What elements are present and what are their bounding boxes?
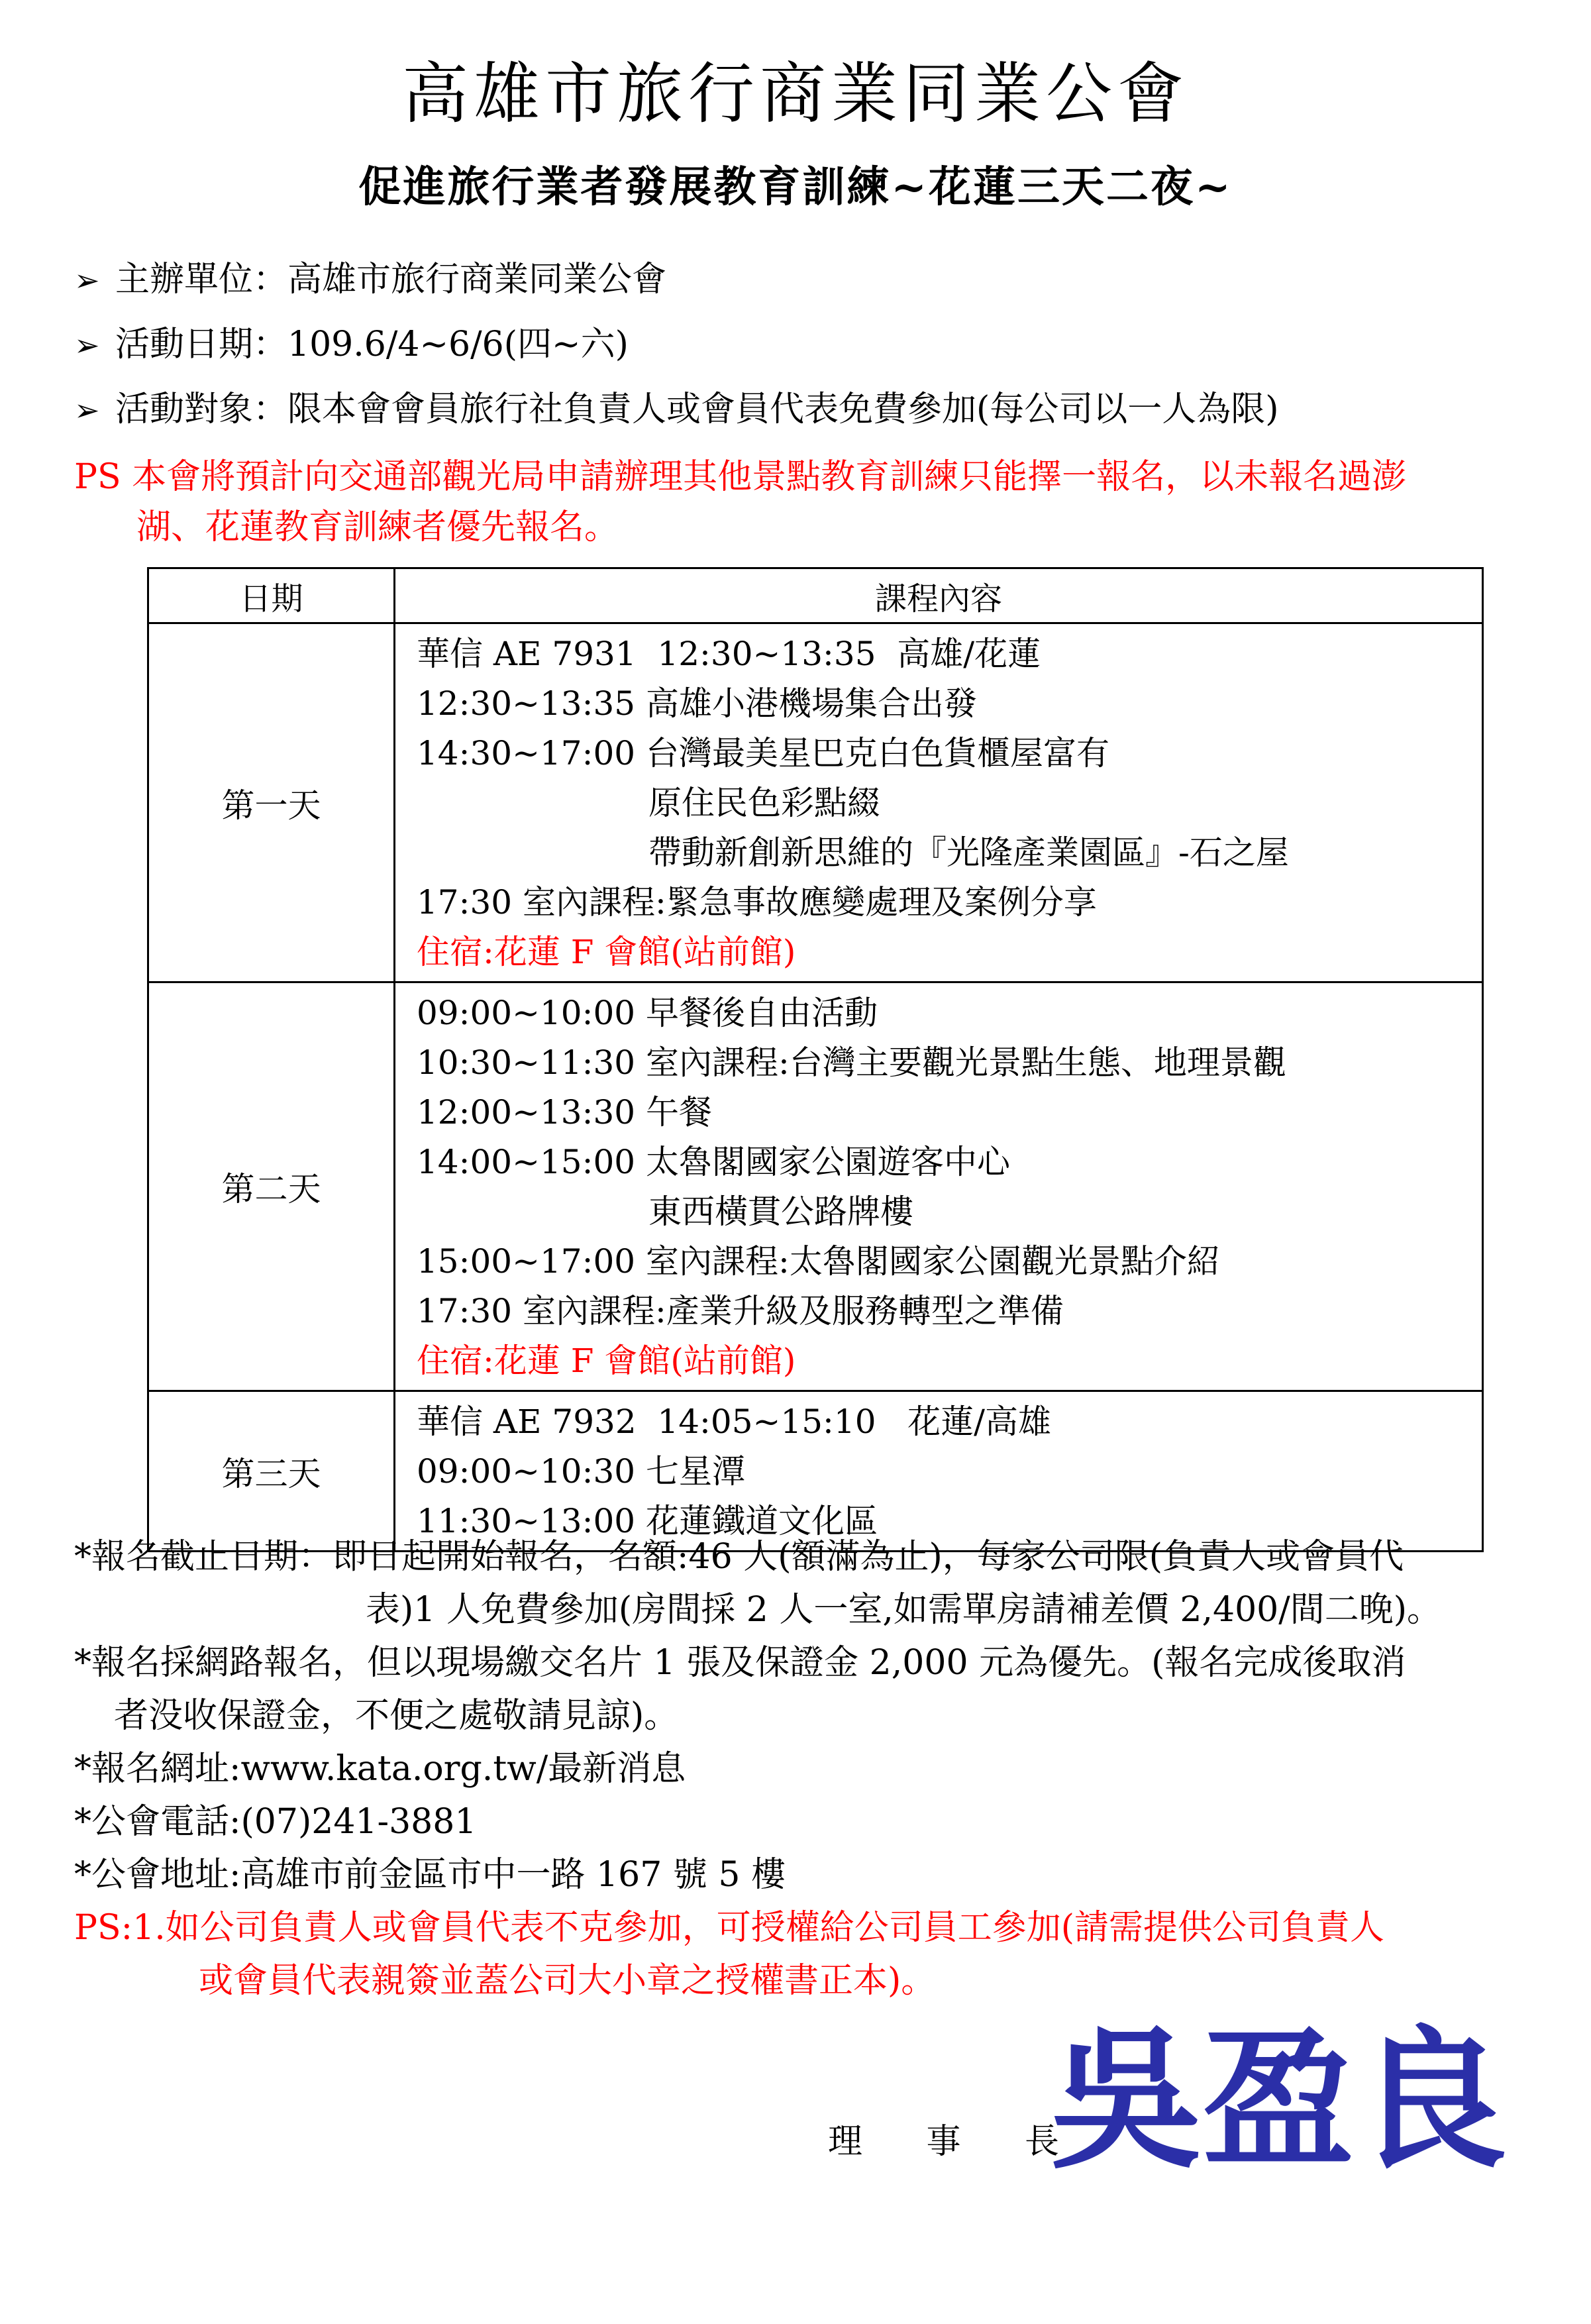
header-content: 課程內容 bbox=[395, 568, 1483, 623]
chairman-label: 理 事 長 bbox=[828, 2122, 1086, 2162]
arrow-bullet-icon: ➢ bbox=[74, 262, 100, 298]
note-deadline-cont: 表)1 人免費參加(房間採 2 人一室,如需單房請補差價 2,400/間二晚)。 bbox=[366, 1590, 1442, 1630]
priority-note-line-1: PS 本會將預計向交通部觀光局申請辦理其他景點教育訓練只能擇一報名，以未報名過澎 bbox=[74, 457, 1407, 497]
itinerary-line: 17:30 室內課程:緊急事故應變處理及案例分享 bbox=[417, 883, 1097, 922]
target-text: 活動對象：限本會會員旅行社負責人或會員代表免費參加(每公司以一人為限) bbox=[115, 390, 1279, 429]
chairman-signature bbox=[1020, 2007, 1537, 2186]
itinerary-line: 17:30 室內課程:產業升級及服務轉型之準備 bbox=[417, 1292, 1064, 1330]
arrow-bullet-icon: ➢ bbox=[74, 327, 100, 363]
note-address: *公會地址:高雄市前金區市中一路 167 號 5 樓 bbox=[74, 1855, 786, 1895]
itinerary-line: 14:00~15:00 太魯閣國家公園遊客中心 bbox=[417, 1143, 1010, 1181]
itinerary-line: 帶動新創新思維的『光隆產業園區』-石之屋 bbox=[648, 833, 1289, 872]
priority-note bbox=[74, 452, 1558, 553]
note-online: *報名採網路報名，但以現場繳交名片 1 張及保證金 2,000 元為優先。(報名完成後取消 bbox=[74, 1643, 1406, 1683]
note-online-cont: 者没收保證金，不便之處敬請見諒)。 bbox=[114, 1696, 679, 1736]
date-text: 活動日期：109.6/4~6/6(四~六) bbox=[115, 325, 629, 364]
schedule-header-row bbox=[148, 568, 1483, 623]
itinerary-line: 15:00~17:00 室內課程:太魯閣國家公園觀光景點介紹 bbox=[417, 1242, 1220, 1281]
itinerary-line: 原住民色彩點綴 bbox=[648, 784, 880, 822]
signature-text: 吳盈良 bbox=[1049, 2011, 1508, 2186]
itinerary-line: 華信 AE 7932 14:05~15:10 花蓮/高雄 bbox=[417, 1402, 1052, 1441]
itinerary-line: 12:00~13:30 午餐 bbox=[417, 1093, 712, 1132]
schedule-row-day-3 bbox=[148, 1391, 1483, 1552]
itinerary-line: 華信 AE 7931 12:30~13:35 高雄/花蓮 bbox=[417, 635, 1041, 673]
schedule-table bbox=[147, 567, 1484, 1552]
document-subtitle: 促進旅行業者發展教育訓練~花蓮三天二夜~ bbox=[358, 162, 1233, 212]
schedule-row-day-2 bbox=[148, 982, 1483, 1391]
day-label: 第三天 bbox=[148, 1391, 395, 1552]
itinerary-line: 09:00~10:30 七星潭 bbox=[417, 1452, 745, 1491]
day-label: 第二天 bbox=[148, 982, 395, 1391]
document-title: 高雄市旅行商業同業公會 bbox=[402, 55, 1189, 132]
day-content bbox=[395, 623, 1483, 982]
note-ps: PS:1.如公司負責人或會員代表不克參加，可授權給公司員工參加(請需提供公司負責人 bbox=[74, 1908, 1385, 1948]
itinerary-line: 11:30~13:00 花蓮鐵道文化區 bbox=[417, 1502, 878, 1540]
note-phone: *公會電話:(07)241-3881 bbox=[74, 1802, 477, 1842]
priority-note-line-2: 湖、花蓮教育訓練者優先報名。 bbox=[136, 507, 619, 547]
event-info-list bbox=[74, 260, 1531, 454]
itinerary-line: 12:30~13:35 高雄小港機場集合出發 bbox=[417, 684, 977, 723]
day-content bbox=[395, 982, 1483, 1391]
registration-notes bbox=[74, 1530, 1565, 2007]
itinerary-line: 14:30~17:00 台灣最美星巴克白色貨櫃屋富有 bbox=[417, 734, 1109, 772]
header-date: 日期 bbox=[148, 568, 395, 623]
lodging-line: 住宿:花蓮 F 會館(站前館) bbox=[417, 1342, 796, 1380]
info-target bbox=[74, 390, 1531, 429]
itinerary-line: 東西橫貫公路牌樓 bbox=[648, 1192, 913, 1231]
note-website: *報名網址:www.kata.org.tw/最新消息 bbox=[74, 1749, 686, 1789]
day-content bbox=[395, 1391, 1483, 1552]
itinerary-line: 10:30~11:30 室內課程:台灣主要觀光景點生態、地理景觀 bbox=[417, 1043, 1286, 1082]
itinerary-line: 09:00~10:00 早餐後自由活動 bbox=[417, 994, 878, 1032]
info-date bbox=[74, 325, 1531, 364]
schedule-row-day-1 bbox=[148, 623, 1483, 982]
day-label: 第一天 bbox=[148, 623, 395, 982]
note-deadline: *報名截止日期：即日起開始報名，名額:46 人(額滿為止)，每家公司限(負責人或會員代 bbox=[74, 1537, 1404, 1577]
note-ps-cont: 或會員代表親簽並蓋公司大小章之授權書正本)。 bbox=[199, 1961, 936, 2001]
organizer-text: 主辦單位：高雄市旅行商業同業公會 bbox=[115, 260, 667, 299]
lodging-line: 住宿:花蓮 F 會館(站前館) bbox=[417, 933, 796, 971]
arrow-bullet-icon: ➢ bbox=[74, 392, 100, 428]
info-organizer bbox=[74, 260, 1531, 299]
